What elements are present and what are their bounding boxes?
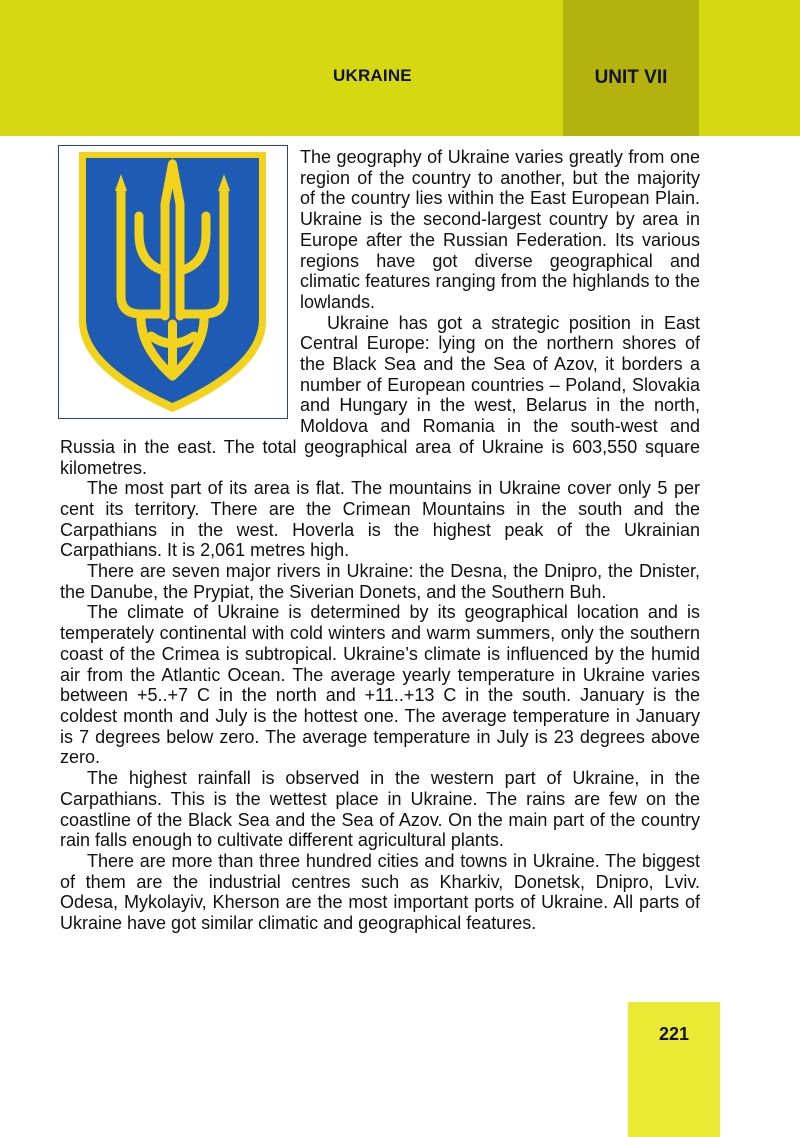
unit-label: UNIT VII [594, 67, 668, 88]
emblem-text-wrap [60, 147, 300, 434]
chapter-title: UKRAINE [333, 66, 412, 85]
page-number-tab [628, 1002, 720, 1137]
page-number: 221 [658, 1024, 690, 1044]
article-body [60, 147, 700, 934]
paragraph-relief: The most part of its area is flat. The mountains in Ukraine cover only 5 per cent its territory. There are the Crimean Mountains in the south and the Carpathians in the west. Hoverla is the highest peak of the Ukrainian Carpathians. It is 2,061 metres high. [60, 478, 700, 561]
paragraph-cities: There are more than three hundred cities and towns in Ukraine. The biggest of them are the industrial centres such as Kharkiv, Donetsk, Dnipro, Lviv. Odesa, Mykolayiv, Kherson are the most important ports of Ukraine. All parts of Ukraine have got similar climatic and geographical features. [60, 850, 700, 934]
paragraph-rivers: There are seven major rivers in Ukraine: the Desna, the Dnipro, the Dnister, the Danube, the Prypiat, the Siverian Donets, and the Southern Buh. [60, 561, 700, 602]
paragraph-climate: The climate of Ukraine is determined by its geographical location and is temperately continental with cold winters and warm summers, only the southern coast of the Crimea is subtropical. Ukraine’s climate is influenced by the humid air from the Atlantic Ocean. The average yearly temperature in Ukraine varies between +5..+7 C in the north and +11..+13 C in the south. January is the coldest month and July is the hottest one. The average temperature in January is 7 degrees below zero. The average temperature in July is 23 degrees above zero. [60, 602, 700, 768]
paragraph-position: Ukraine has got a strategic position in East Central Europe: lying on the northern shores of the Black Sea and the Sea of Azov, it borders a number of European countries – Poland, Slovakia and Hungary in the west, Belarus in the north, Moldova and Romania in the south-west and Russia in the east. The total geographical area of Ukraine is 603,550 square kilometres. [60, 312, 700, 478]
paragraph-geography: The geography of Ukraine varies greatly from one region of the country to another, but the majority of the country lies within the East European Plain. Ukraine is the second-largest country by area in Europe after the Russian Federation. Its various regions have got diverse geographical and climatic features ranging from the highlands to the lowlands. [300, 147, 700, 312]
paragraph-rainfall: The highest rainfall is observed in the western part of Ukraine, in the Carpathians. This is the wettest place in Ukraine. The rains are few on the coastline of the Black Sea and the Sea of Azov. On the main part of the country rain falls enough to cultivate different agricultural plants. [60, 768, 700, 851]
